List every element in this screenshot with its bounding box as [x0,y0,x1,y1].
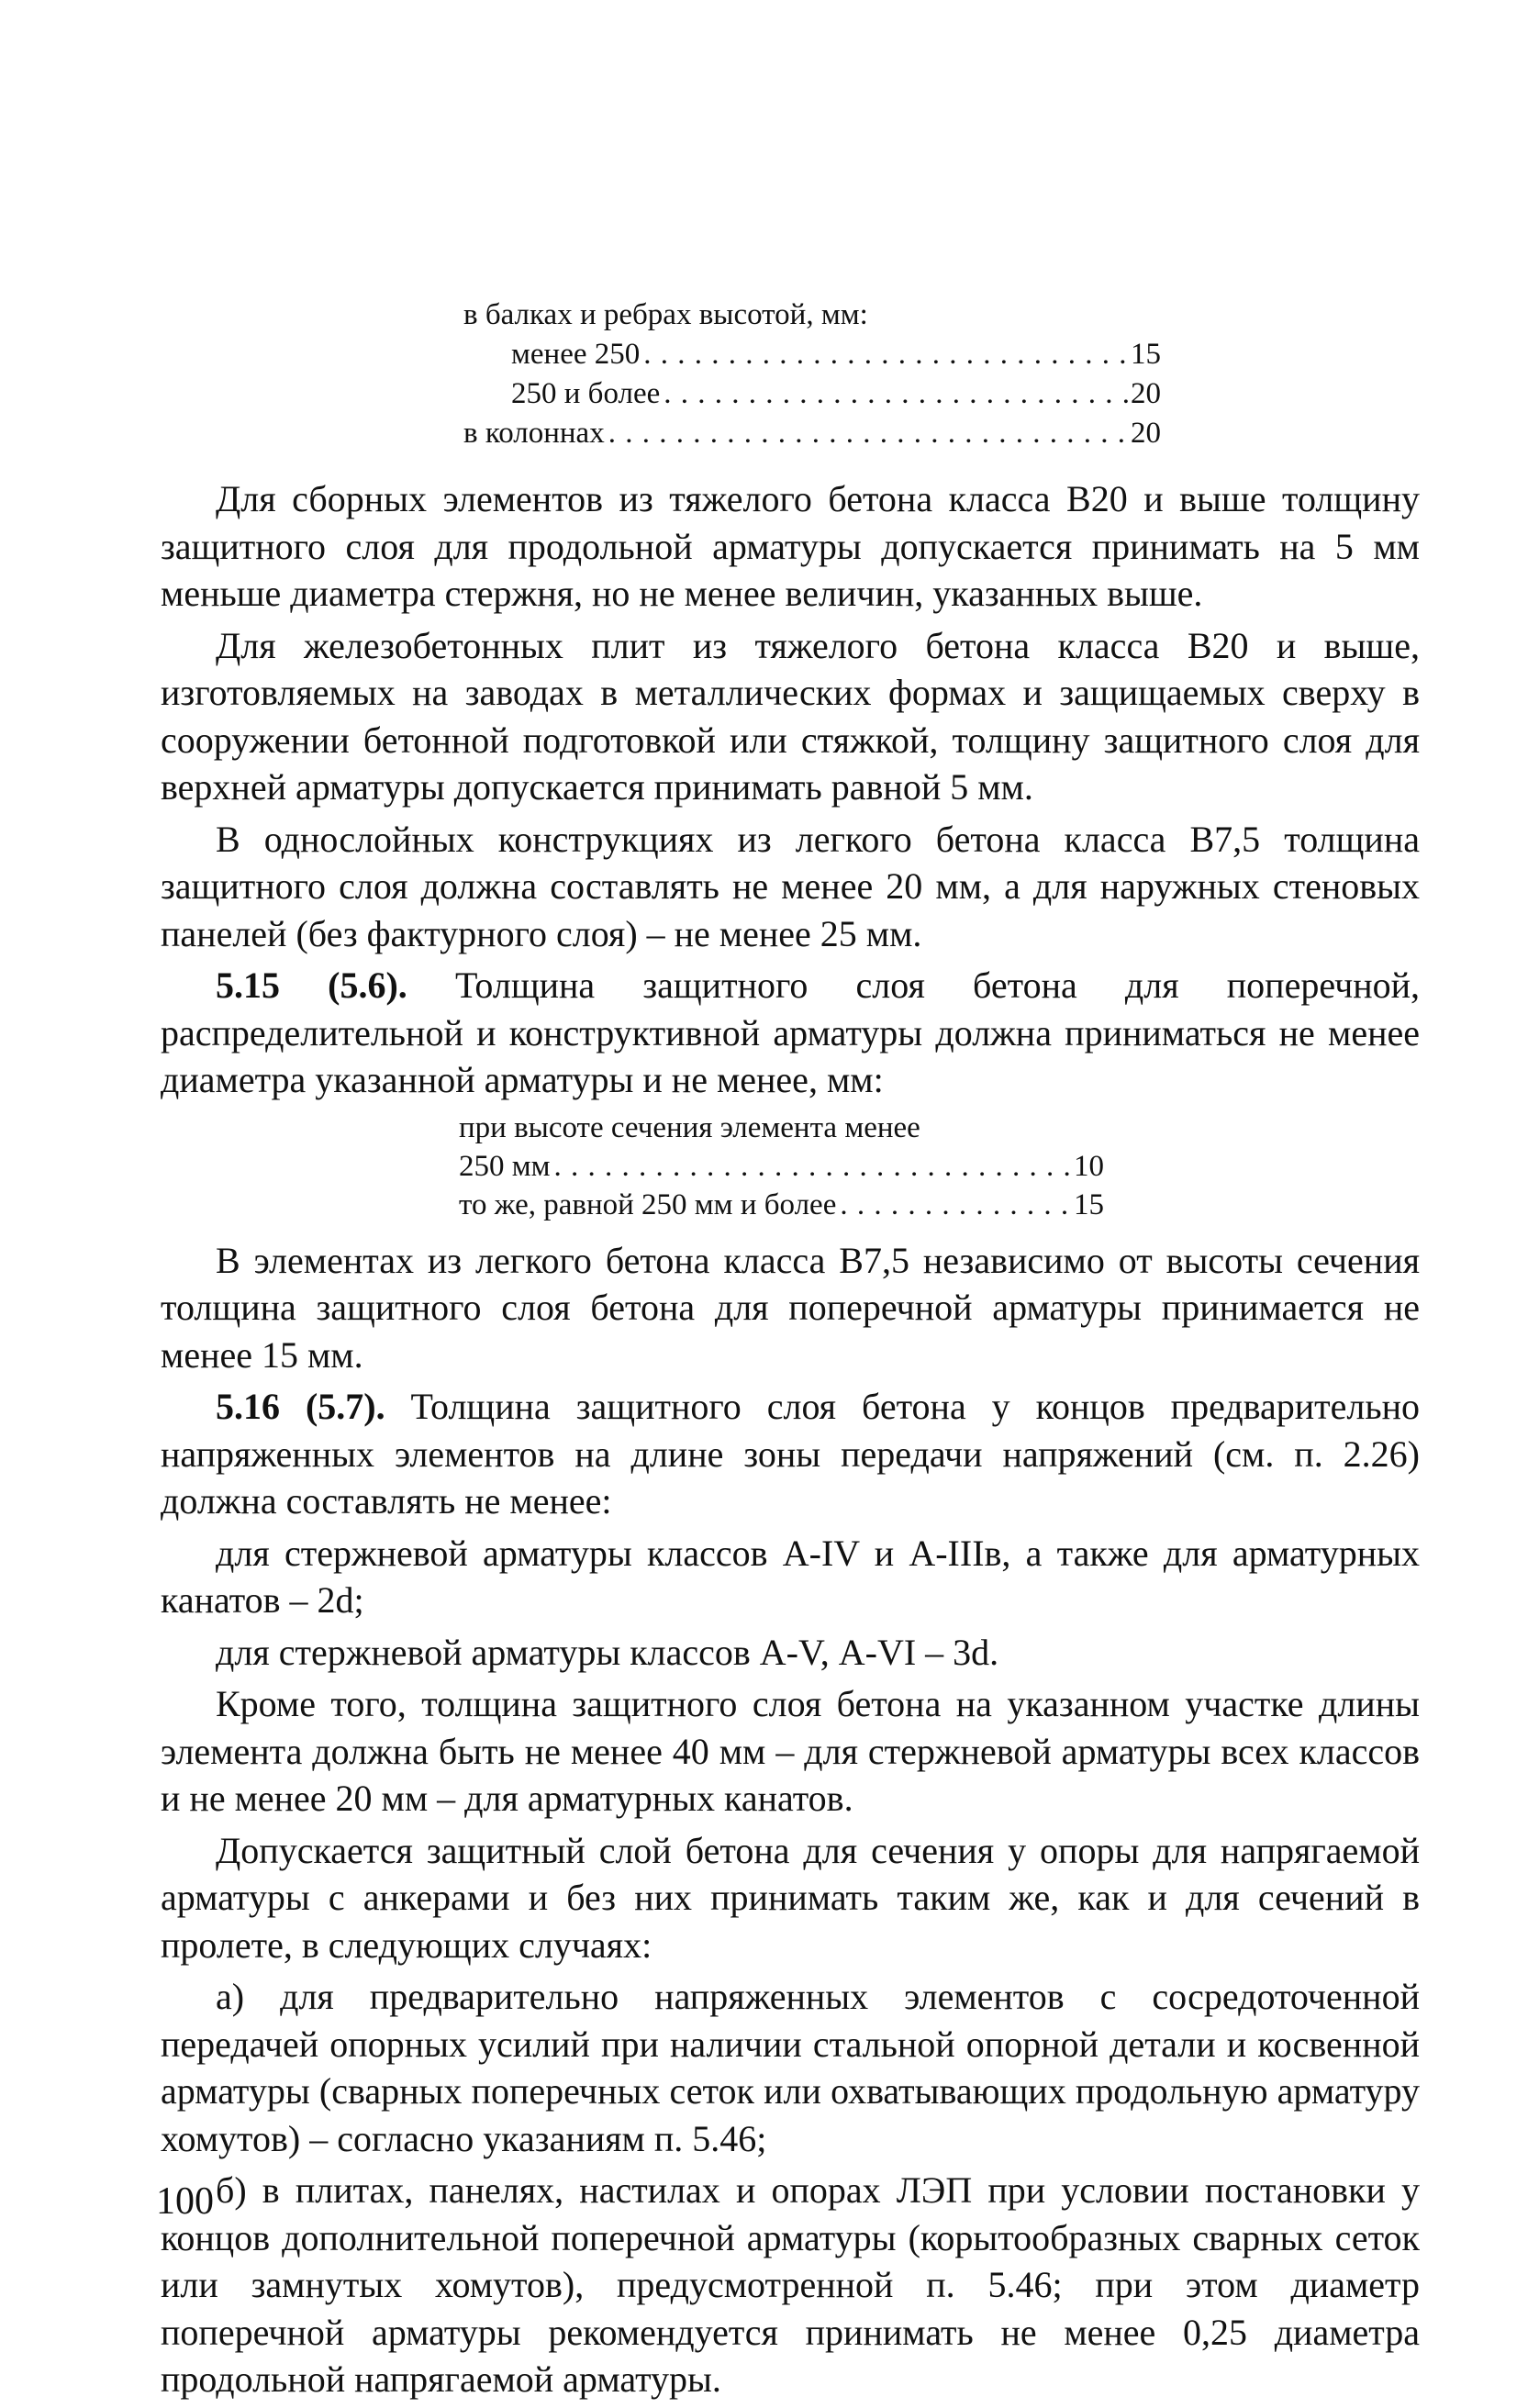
list-row-label: менее 250 [511,338,641,371]
paragraph: а) для предварительно напряженных элементов с сосредоточенной передачей опорных усилий при наличии стальной опорной детали и косвенной арматуры (сварных поперечных сеток или охватывающих продольную арматуру хомутов) – согласно указаниям п. 5.46; [161,1976,1420,2159]
list-row-label: в колоннах [463,417,605,450]
paragraph: Допускается защитный слой бетона для сечения у опоры для напрягаемой арматуры с анкерами и без них принимать таким же, как и для сечений в пролете, в следующих случаях: [161,1829,1420,1966]
dot-leader [605,414,1131,453]
dot-leader [551,1147,1074,1186]
dot-leader [640,335,1131,374]
clause-number: 5.16 (5.7). [216,1386,385,1427]
list-row [463,335,1161,374]
dot-leader [660,374,1131,414]
list-row-value: 15 [1074,1187,1104,1221]
clause-5-15 [161,962,1420,1104]
list-heading: в балках и ребрах высотой, мм: [463,298,868,331]
cover-thickness-list [463,295,1161,453]
list-row [459,1147,1110,1186]
clause-text: Толщина защитного слоя бетона у концов предварительно напряженных элементов на длине зоны передачи напряжений (см. п. 2.26) должна составлять не менее: [161,1386,1421,1522]
clause-text: Толщина защитного слоя бетона для поперечной, распределительной и конструктивной арматуры должна приниматься не менее диаметра указанной арматуры и не менее, мм: [161,964,1421,1100]
list-row-value: 15 [1131,338,1161,371]
list-row-value: 10 [1074,1149,1104,1183]
dot-leader [836,1186,1074,1224]
paragraph: для стержневой арматуры классов А-IV и А-IIIв, а также для арматурных канатов – 2d; [161,1532,1420,1621]
clause-5-16 [161,1383,1420,1525]
list-row-label: 250 и более [511,377,661,410]
list-row [459,1186,1110,1224]
paragraph: Для сборных элементов из тяжелого бетона класса В20 и выше толщину защитного слоя для продольной арматуры допускается принимать на 5 мм меньше диаметра стержня, но не менее величин, указанных выше. [161,478,1420,614]
list-row-value: 20 [1131,417,1161,450]
list-row-label: 250 мм [459,1149,551,1183]
list-row-label: то же, равной 250 мм и более [459,1187,837,1221]
paragraph: В однослойных конструкциях из легкого бетона класса В7,5 толщина защитного слоя должна составлять не менее 20 мм, а для наружных стеновых панелей (без фактурного слоя) – не менее 25 мм. [161,818,1420,954]
paragraph: Для железобетонных плит из тяжелого бетона класса В20 и выше, изготовляемых на заводах в металлических формах и защищаемых сверху в сооружении бетонной подготовкой или стяжкой, толщину защитного слоя для верхней арматуры допускается принимать равной 5 мм. [161,624,1420,808]
paragraph: Кроме того, толщина защитного слоя бетона на указанном участке длины элемента должна быть не менее 40 мм – для стержневой арматуры всех классов и не менее 20 мм – для арматурных канатов. [161,1683,1420,1819]
list-row [463,414,1161,453]
list-row [463,374,1161,414]
paragraph: для стержневой арматуры классов А-V, А-VI – 3d. [216,1631,999,1673]
page-number: 100 [156,2180,214,2223]
transverse-cover-list [459,1109,1110,1224]
body-text [161,475,1420,2408]
list-row-value: 20 [1131,377,1161,410]
clause-number: 5.15 (5.6). [216,964,407,1006]
paragraph: б) в плитах, панелях, настилах и опорах ЛЭП при условии постановки у концов дополнительной поперечной арматуры (корытообразных сварных сеток или замнутых хомутов), предусмотренной п. 5.46; при этом диаметр поперечной арматуры рекомендуется принимать не менее 0,25 диаметра продольной напрягаемой арматуры. [161,2169,1420,2400]
paragraph: В элементах из легкого бетона класса В7,5 независимо от высоты сечения толщина защитного слоя бетона для поперечной арматуры принимается не менее 15 мм. [161,1239,1420,1376]
list-heading: при высоте сечения элемента менее [459,1110,920,1144]
